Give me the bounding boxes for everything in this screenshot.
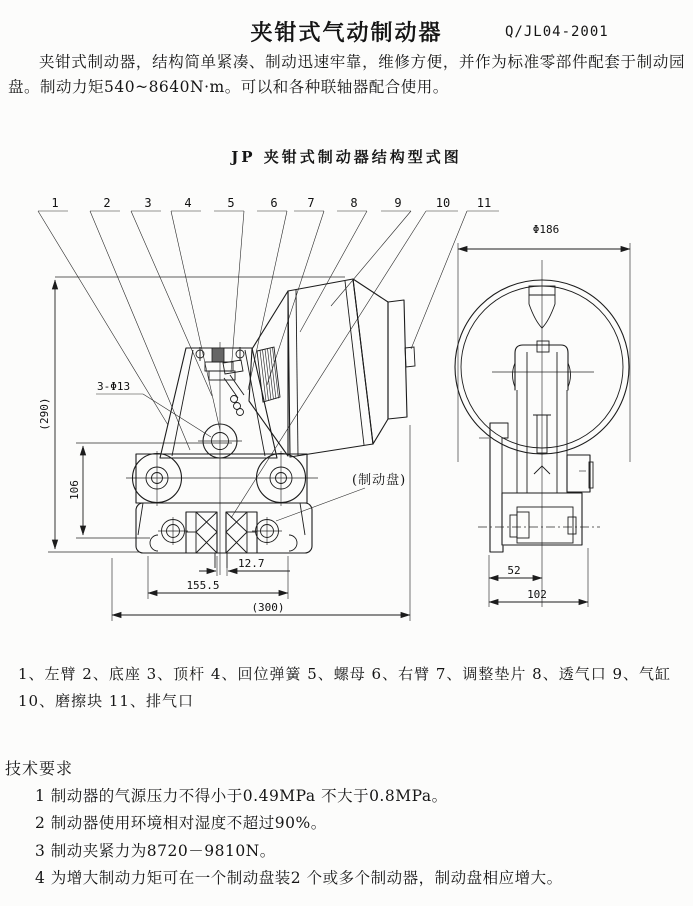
callout-1: 1 [51,196,59,210]
intro-paragraph: 夹钳式制动器，结构简单紧凑、制动迅速牢靠，维修方便，并作为标准零部件配套于制动园盘。制动力矩540~8640N·m。可以和各种联轴器配合使用。 [8,53,685,96]
callout-10: 10 [435,196,451,210]
dim-disc-gap: 12.7 [238,557,265,570]
dim-side-width: 102 [527,588,547,601]
front-view [126,279,415,575]
disc-label: (制动盘) [352,473,407,488]
parts-list-line1: 1、左臂 2、底座 3、顶杆 4、回位弹簧 5、螺母 6、右臂 7、调整垫片 8、透气口 9、气缸 [18,665,672,683]
dim-pivot-height: 106 [68,480,81,500]
figure-caption: JP 夹钳式制动器结构型式图 [231,148,462,166]
tech-item-2: 2 制动器使用环境相对湿度不超过90%。 [35,814,327,832]
dim-side-offset: 52 [507,564,521,577]
dim-overall-width: (300) [251,601,285,614]
callout-7: 7 [307,196,315,210]
callout-11: 11 [476,196,492,210]
dim-disc-dia: Φ186 [532,223,560,236]
tech-item-3: 3 制动夹紧力为8720－9810N。 [35,842,276,860]
callout-leaders [38,211,499,518]
tech-item-4: 4 为增大制动力矩可在一个制动盘装2 个或多个制动器，制动盘相应增大。 [35,869,563,887]
tech-requirements-heading: 技术要求 [5,759,74,778]
callout-4: 4 [184,196,192,210]
callout-5: 5 [227,196,235,210]
brake-structure-diagram [0,185,693,650]
callout-2: 2 [103,196,111,210]
callout-3: 3 [144,196,152,210]
side-view [455,260,629,562]
tech-item-1: 1 制动器的气源压力不得小于0.49MPa 不大于0.8MPa。 [35,787,448,805]
hole-label: 3-Φ13 [97,380,131,393]
callout-9: 9 [394,196,402,210]
page-title: 夹钳式气动制动器 [250,20,443,46]
dim-overall-height: (290) [38,397,51,431]
friction-blocks [186,512,257,553]
doc-number: Q/JL04-2001 [505,24,609,40]
parts-list-line2: 10、磨擦块 11、排气口 [18,692,194,710]
dim-bolt-span: 155.5 [186,579,220,592]
callout-6: 6 [270,196,278,210]
callout-8: 8 [350,196,358,210]
callout-numbers [51,196,491,210]
